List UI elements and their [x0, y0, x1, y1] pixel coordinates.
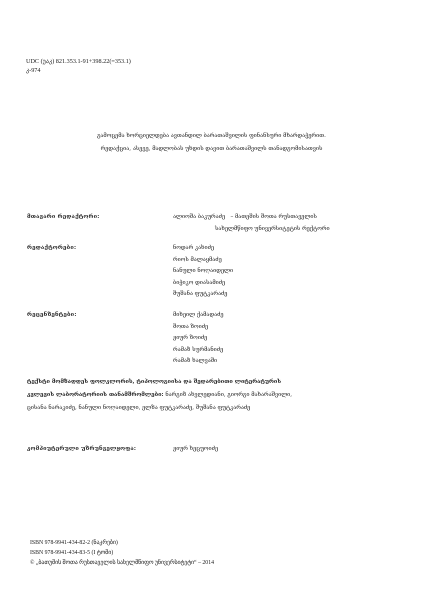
- editor-name: ნანული ნოღაიდელი: [173, 268, 234, 274]
- author-code: კ-974: [26, 67, 41, 74]
- layout-credit-label: კომპიუტერული უზრუნველყოფა:: [27, 446, 137, 452]
- isbn-volume: ISBN 978-9941-434-83-5 (I ტომი): [30, 550, 114, 556]
- editor-name: შუშანა ფუტკარაძე: [173, 291, 228, 297]
- chief-editor-affiliation-2: სახელმწიფო უნივერსიტეტის რექტორი: [215, 225, 330, 232]
- chief-editor-label: მთავარი რედაქტორი:: [27, 214, 100, 220]
- editors-label: რედაქტორები:: [27, 245, 77, 251]
- credits-label: კვლევის ლაბორატორიის თანამშრომლები:: [27, 392, 164, 398]
- copyright-notice: © „ბათუმის შოთა რუსთაველის სახელმწიფო უნივერსიტეტი“ – 2014: [30, 560, 215, 566]
- chief-editor-line-1: [173, 212, 330, 224]
- layout-credit-name: ჟიურ ხეცუოიძე: [173, 446, 219, 452]
- credits-line-2: [27, 389, 292, 402]
- acknowledgement-line-1: გამოცემა ხორციელდება ავთანდილ ბარათაშვილის ფინანსური მხარდაჭერით.: [97, 133, 326, 139]
- reviewers-list: [173, 310, 224, 368]
- credits-heading: ტექსტი მომზადდეს ფოლკლორის, ტიპოლოგიისა და შედარებითი ლიტერატურის: [27, 379, 282, 385]
- reviewer-name: ჟიურ ზოიძე: [173, 335, 208, 341]
- layout-credit: [27, 446, 218, 452]
- reviewer-name: მიხეილ ქამადაძე: [173, 312, 224, 318]
- credits-names-1: ნარგიზ ახვლედიანი, გიორგი მახარაშვილი,: [165, 392, 293, 398]
- chief-editor-details: [173, 212, 330, 235]
- reviewer-name: რამაზ ხალვაში: [173, 358, 218, 364]
- text-preparation-credits: [27, 376, 292, 415]
- acknowledgement: [40, 130, 383, 156]
- acknowledgement-line-2: რედაქცია, ასევე, მადლობას უხდის დავით ბარათაშვილს თანადგომისათვის: [100, 146, 323, 152]
- isbn-block: [30, 538, 214, 568]
- credits-line-1: [27, 376, 292, 389]
- reviewer-name: შოთა ზოიძე: [173, 323, 209, 330]
- reviewers-label: რეცენზენტები:: [27, 312, 77, 318]
- udc-classification: UDC (უაკ) 821.353.1-91+398.22(=353.1): [26, 58, 131, 65]
- chief-editor-affiliation-1: – მათეშის შოთა რუსთაველის: [230, 214, 317, 220]
- editor-name: ბიჭიკო დიასამიძე: [173, 279, 226, 286]
- reviewer-name: რამაზ სურმანიძე: [173, 346, 224, 353]
- chief-editor-name: ალიოშა ბაკურაძე: [173, 214, 226, 220]
- credits-line-3: ცისანა ნარაკიძე, ნანული ნოღაიდელი, ელზა ფუტკარაძე, შუშანა ფუტკარაძე: [27, 405, 251, 411]
- editors-list: [173, 243, 233, 301]
- editor-name: რიოს მალაყმაძე: [173, 256, 222, 263]
- editor-name: ნოდარ კახიძე: [173, 245, 215, 251]
- isbn-set: ISBN 978-9941-434-82-2 (ნაკრები): [30, 540, 118, 546]
